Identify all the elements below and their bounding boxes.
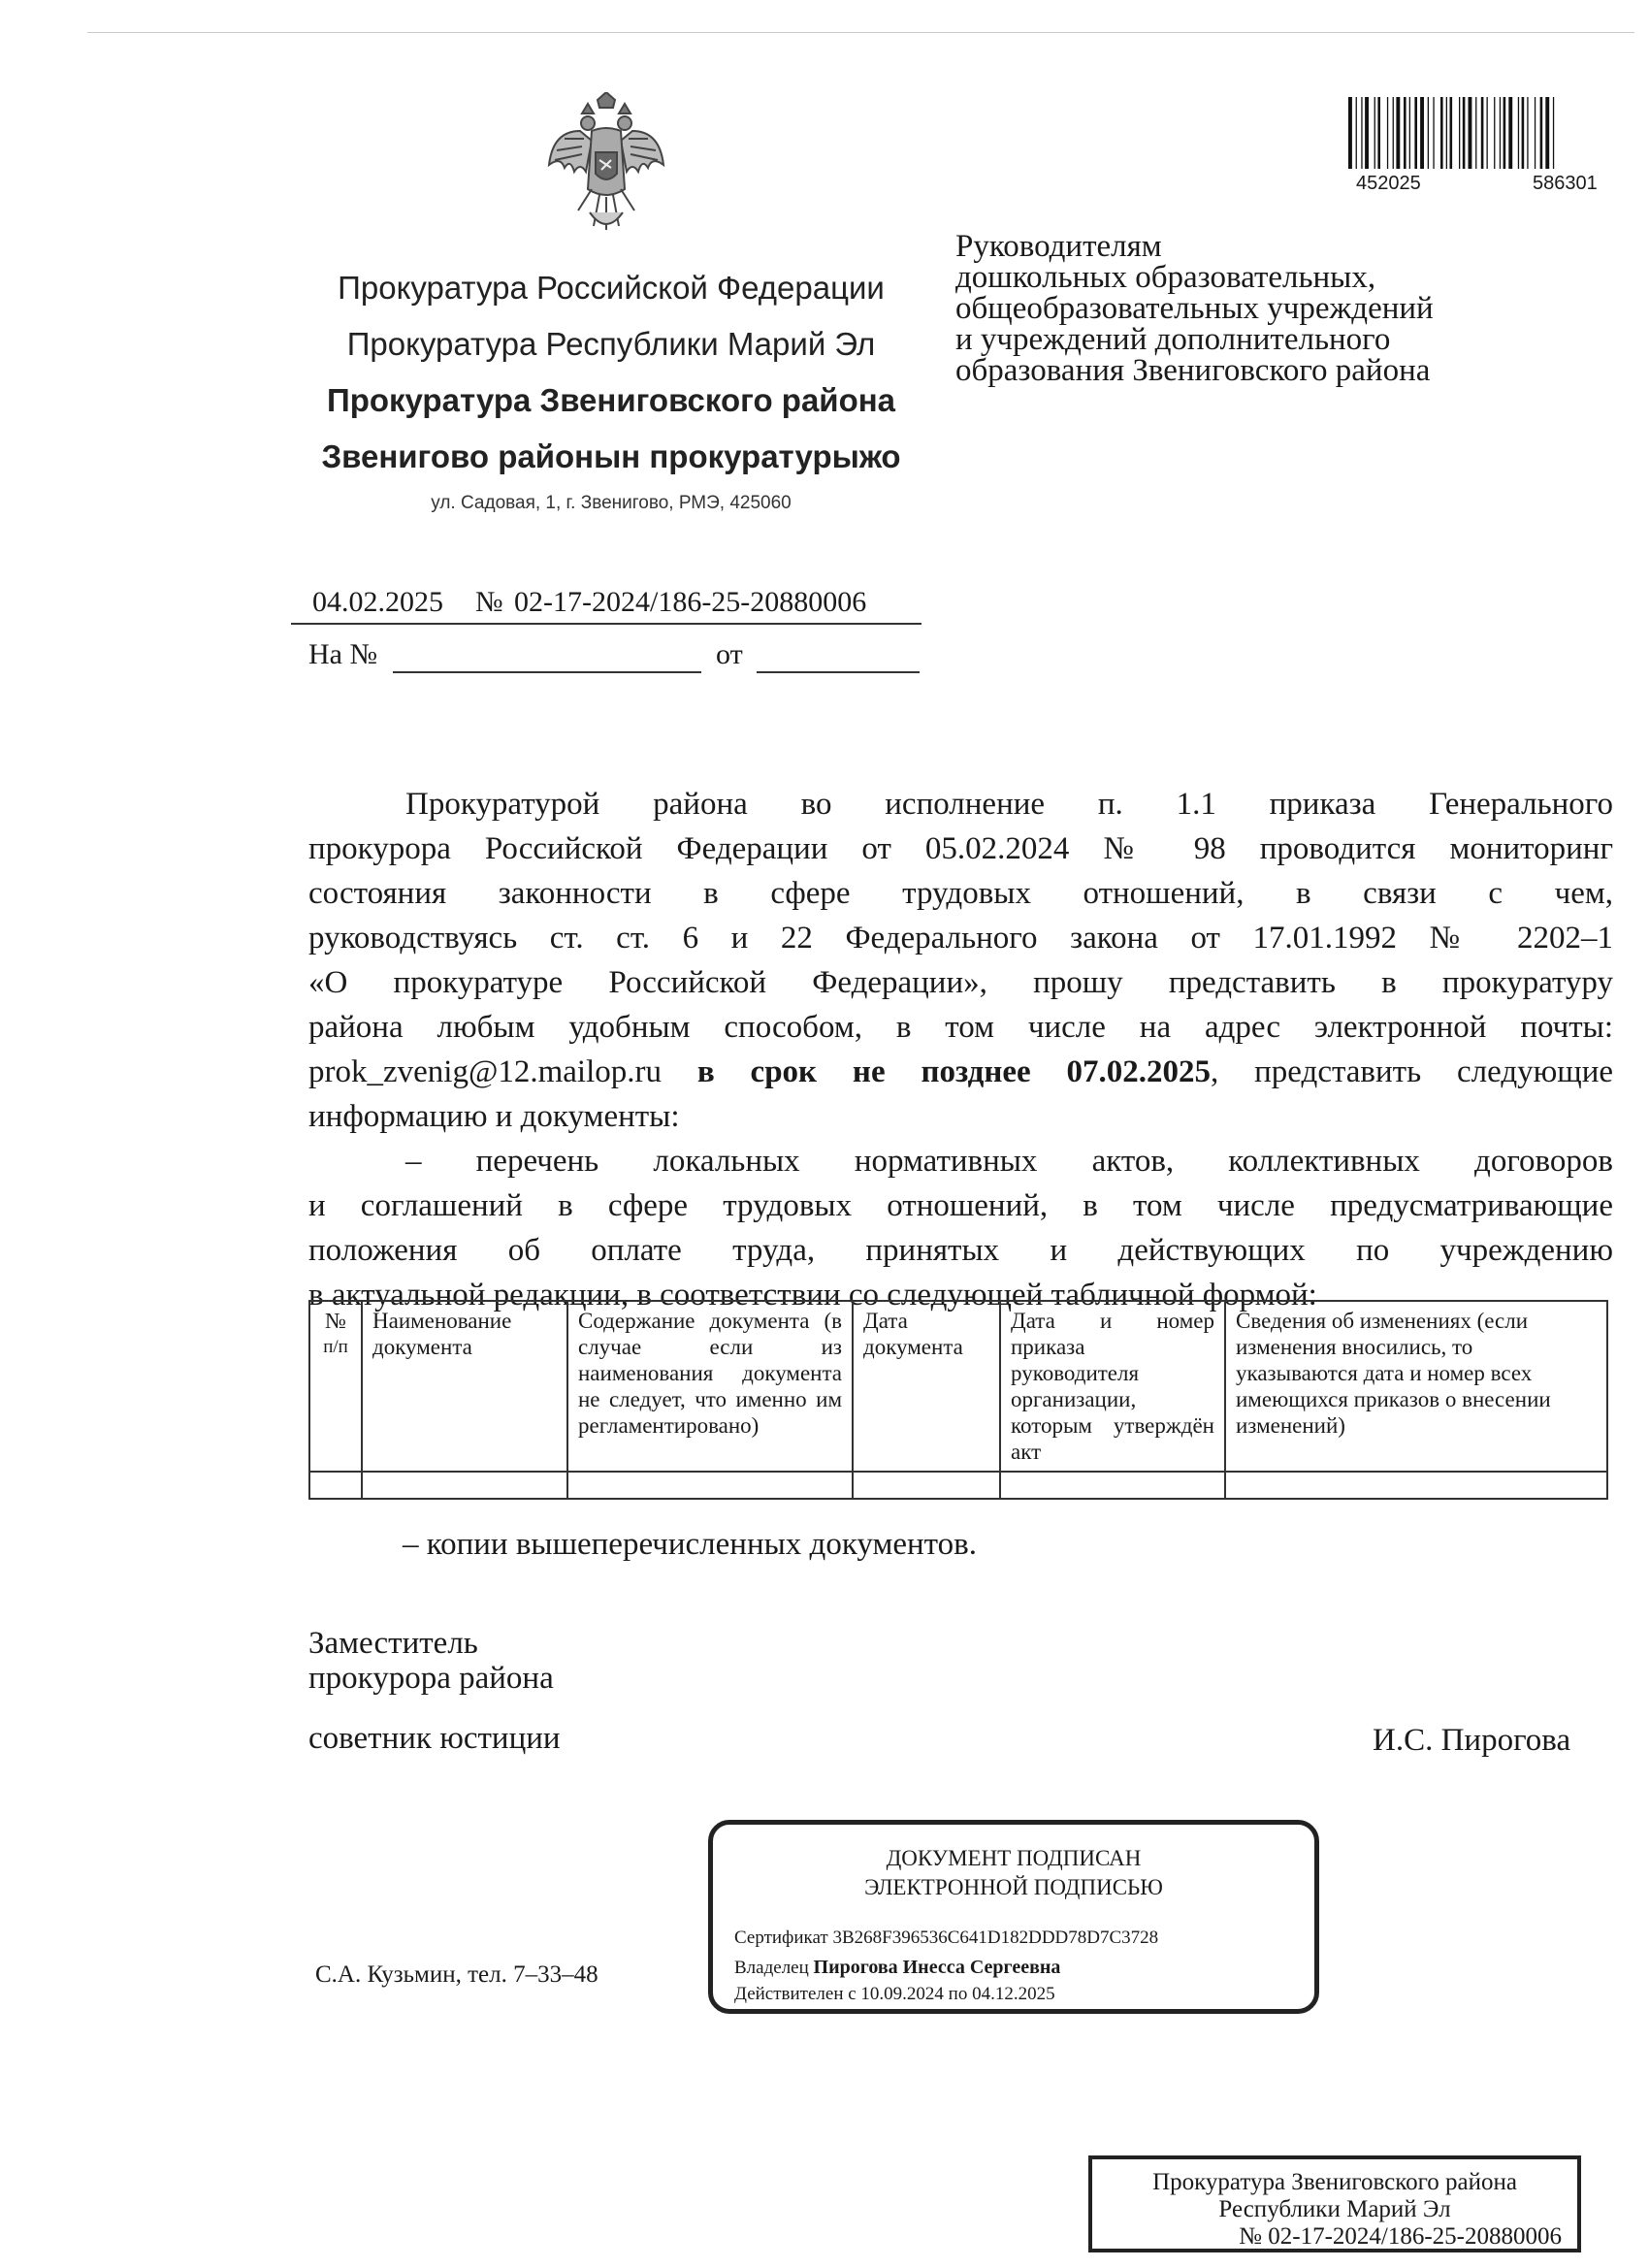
registration-number-sign: № — [1239, 2223, 1262, 2250]
paragraph-line: района любым удобным способом, в том числе на адрес электронной почты: — [308, 1010, 1613, 1045]
registration-line: Прокуратура Звениговского района — [1152, 2169, 1517, 2195]
table-header-cell: Дата и номер приказа руководителя организации, которым утверждён акт — [1000, 1301, 1225, 1472]
stamp-title-line: ЭЛЕКТРОННОЙ ПОДПИСЬЮ — [864, 1875, 1163, 1899]
agency-name-federal: Прокуратура Российской Федерации — [338, 270, 885, 306]
table-cell — [853, 1472, 1000, 1499]
barcode — [1348, 97, 1630, 175]
barcode-bar — [1459, 97, 1460, 169]
paragraph-line: положения об оплате труда, принятых и действующих по учреждению — [308, 1233, 1613, 1268]
table-header-row — [309, 1301, 1607, 1472]
agency-name-republic: Прокуратура Республики Марий Эл — [346, 326, 876, 362]
addressee-line: общеобразовательных учреждений — [955, 291, 1434, 326]
barcode-bar — [1361, 97, 1362, 169]
barcode-bar — [1553, 97, 1554, 169]
paragraph-line: состояния законности в сфере трудовых отношений, в связи с чем, — [308, 876, 1613, 911]
barcode-bar — [1348, 97, 1352, 169]
executor-contact: С.А. Кузьмин, тел. 7–33–48 — [315, 1961, 598, 1988]
agency-address: ул. Садовая, 1, г. Звенигово, РМЭ, 425060 — [431, 493, 792, 513]
barcode-bar — [1527, 97, 1528, 169]
registration-number: 02-17-2024/186-25-20880006 — [1268, 2223, 1562, 2250]
validity-from: 10.09.2024 — [860, 1984, 944, 2004]
number-sign: № — [475, 586, 503, 618]
copies-item: – копии вышеперечисленных документов. — [403, 1527, 977, 1562]
table-header-cell: Содержание документа (в случае если из наименования документа не следует, что именно им регламентировано) — [567, 1301, 853, 1472]
header-num: № — [325, 1309, 346, 1333]
signer-rank: советник юстиции — [308, 1721, 561, 1756]
barcode-bar — [1387, 97, 1388, 169]
paragraph-line: «О прокуратуре Российской Федерации», прошу представить в прокуратуру — [308, 965, 1613, 1000]
paragraph-line: и соглашений в сфере трудовых отношений, в том числе предусматривающие — [308, 1188, 1613, 1223]
reply-from-label: от — [716, 638, 743, 670]
deadline: в срок не позднее 07.02.2025 — [696, 1054, 1212, 1089]
top-scan-edge — [87, 32, 1634, 33]
addressee-line: Руководителям — [955, 229, 1162, 264]
table-header-cell: Дата документа — [853, 1301, 1000, 1472]
barcode-bar — [1494, 97, 1495, 169]
barcode-bar — [1428, 97, 1429, 169]
barcode-bar — [1393, 97, 1394, 169]
registration-number-line — [1092, 2223, 1577, 2251]
signer-position-line: Заместитель — [308, 1626, 478, 1661]
document-date: 04.02.2025 — [312, 586, 443, 618]
russian-coat-of-arms-icon — [543, 92, 669, 238]
barcode-bar — [1535, 97, 1536, 169]
barcode-bar — [1365, 97, 1369, 169]
barcode-bar — [1420, 97, 1424, 169]
table-cell — [309, 1472, 362, 1499]
barcode-bar — [1414, 97, 1417, 169]
barcode-bar — [1396, 97, 1400, 169]
stamp-title-line: ДОКУМЕНТ ПОДПИСАН — [886, 1846, 1142, 1870]
table-header-cell — [309, 1301, 362, 1472]
registration-line: Республики Марий Эл — [1218, 2196, 1451, 2222]
addressee-block — [955, 231, 1586, 386]
validity-label: Действителен с — [734, 1984, 857, 2004]
table-header-cell: Сведения об изменениях (если изменения вносились, то указываются дата и номер всех имеющихся приказов о внесении изменений) — [1225, 1301, 1607, 1472]
table-cell — [362, 1472, 567, 1499]
barcode-bar — [1500, 97, 1501, 169]
reply-to-label: На № — [308, 638, 378, 670]
list-paragraph — [308, 1139, 1613, 1317]
barcode-digits-right: 586301 — [1533, 173, 1598, 194]
barcode-bar — [1409, 97, 1410, 169]
certificate-label: Сертификат — [734, 1928, 828, 1948]
barcode-bar — [1487, 97, 1488, 169]
table-cell — [1225, 1472, 1607, 1499]
barcode-bar — [1463, 97, 1466, 169]
paragraph-tail: , представить следующие — [1211, 1054, 1614, 1089]
barcode-bar — [1404, 97, 1406, 169]
barcode-bar — [1440, 97, 1443, 169]
email-address: prok_zvenig@12.mailop.ru — [308, 1054, 662, 1089]
validity-to-label: по — [948, 1984, 968, 2004]
electronic-signature-stamp — [708, 1820, 1319, 2014]
barcode-bar — [1446, 97, 1447, 169]
barcode-bar — [1540, 97, 1543, 169]
reply-from-date-blank — [757, 671, 920, 673]
owner-label: Владелец — [734, 1958, 809, 1978]
request-paragraph — [308, 782, 1613, 1139]
owner-value: Пирогова Инесса Сергеевна — [813, 1957, 1061, 1978]
addressee-line: дошкольных образовательных, — [955, 260, 1376, 295]
agency-name-district: Прокуратура Звениговского района — [326, 382, 896, 418]
registration-box — [1088, 2155, 1581, 2252]
agency-name-district-mari: Звенигово районын прокуратурыжо — [321, 438, 901, 474]
barcode-bar — [1518, 97, 1519, 169]
paragraph-line-email — [308, 1050, 1613, 1094]
barcode-bar — [1545, 97, 1549, 169]
header-num-sub: п/п — [323, 1337, 348, 1357]
paragraph-line: Прокуратурой района во исполнение п. 1.1 приказа Генерального — [405, 787, 1613, 822]
documents-table — [308, 1300, 1608, 1500]
barcode-bar — [1504, 97, 1506, 169]
table-cell — [567, 1472, 853, 1499]
reply-to-number-blank — [393, 671, 701, 673]
addressee-line: и учреждений дополнительного — [955, 322, 1391, 357]
table-row — [309, 1472, 1607, 1499]
barcode-bar — [1469, 97, 1472, 169]
table-cell — [1000, 1472, 1225, 1499]
table-header-cell: Наименование документа — [362, 1301, 567, 1472]
barcode-bar — [1481, 97, 1484, 169]
certificate-value: 3B268F396536C641D182DDD78D7C3728 — [832, 1928, 1159, 1948]
signer-name: И.С. Пирогова — [1373, 1723, 1571, 1758]
stamp-certificate — [734, 1928, 1158, 1949]
paragraph-line: – перечень локальных нормативных актов, коллективных договоров — [405, 1144, 1613, 1179]
barcode-bar — [1522, 97, 1525, 169]
paragraph-line: прокурора Российской Федерации от 05.02.2024 № 98 проводится мониторинг — [308, 831, 1613, 866]
stamp-validity — [734, 1984, 1055, 2005]
signer-position — [308, 1626, 554, 1696]
barcode-digits-left: 452025 — [1356, 173, 1421, 194]
paragraph-line: в актуальной редакции, в соответствии со следующей табличной формой: — [308, 1278, 1317, 1312]
validity-to: 04.12.2025 — [972, 1984, 1055, 2004]
barcode-bar — [1377, 97, 1380, 169]
document-number: 02-17-2024/186-25-20880006 — [514, 586, 867, 618]
barcode-bar — [1356, 97, 1357, 169]
barcode-bar — [1508, 97, 1512, 169]
signer-position-line: прокурора района — [308, 1661, 554, 1696]
addressee-line: образования Звениговского района — [955, 353, 1431, 388]
barcode-bar — [1450, 97, 1453, 169]
barcode-bar — [1475, 97, 1476, 169]
paragraph-line: руководствуясь ст. ст. 6 и 22 Федерального закона от 17.01.1992 № 2202–1 — [308, 921, 1613, 956]
barcode-bar — [1433, 97, 1434, 169]
paragraph-line: информацию и документы: — [308, 1099, 680, 1134]
barcode-bar — [1374, 97, 1375, 169]
stamp-owner — [734, 1957, 1060, 1979]
